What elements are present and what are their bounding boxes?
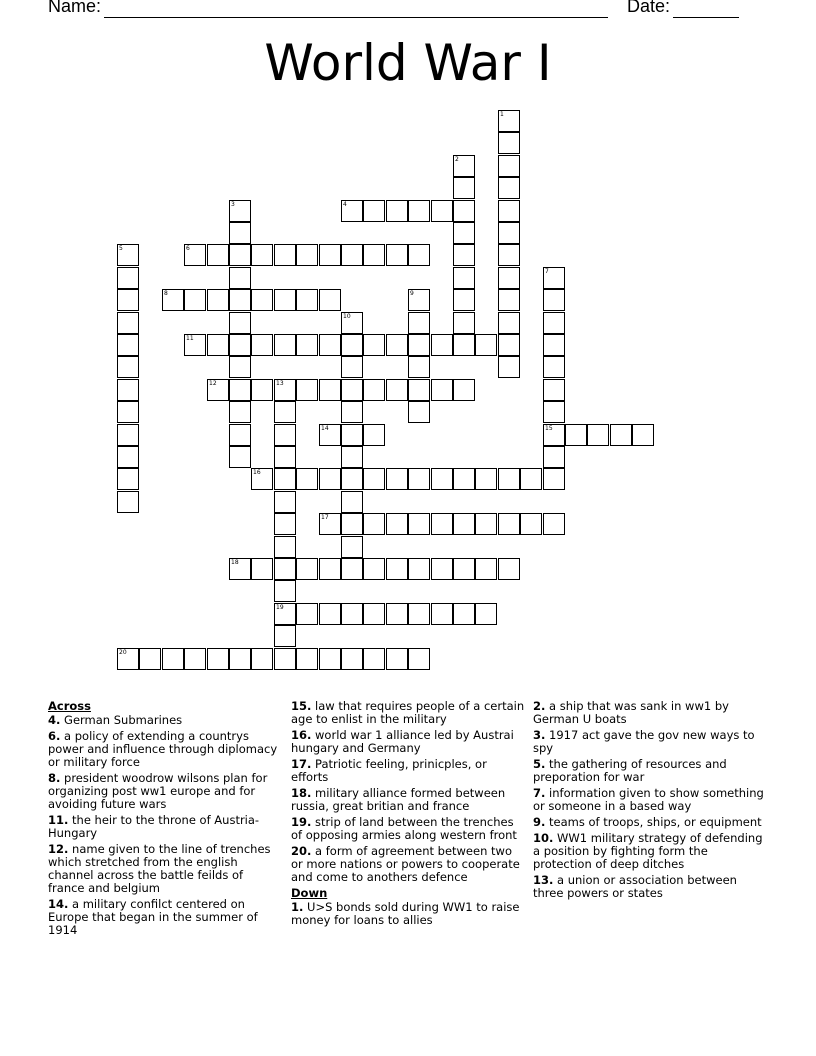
clues-column-2 — [291, 700, 525, 930]
clue-item-number: 4. — [48, 713, 61, 727]
page-title: World War I — [264, 34, 552, 92]
grid-cell[interactable] — [408, 312, 430, 334]
grid-cell[interactable] — [117, 289, 139, 311]
grid-cell[interactable] — [117, 401, 139, 423]
grid-cell[interactable] — [117, 244, 139, 266]
grid-cell[interactable] — [498, 468, 520, 490]
grid-cell[interactable] — [229, 424, 251, 446]
grid-cell[interactable] — [207, 648, 229, 670]
grid-cell[interactable] — [408, 513, 430, 535]
grid-cell[interactable] — [408, 244, 430, 266]
clue-number: 2 — [455, 156, 459, 163]
grid-cell[interactable] — [543, 312, 565, 334]
grid-cell[interactable] — [274, 334, 296, 356]
grid-cell[interactable] — [453, 289, 475, 311]
grid-cell[interactable] — [274, 536, 296, 558]
clue-item-number: 12. — [48, 842, 69, 856]
grid-cell[interactable] — [296, 379, 318, 401]
clue-number: 19 — [276, 604, 284, 611]
grid-cell[interactable] — [229, 244, 251, 266]
grid-cell[interactable] — [229, 200, 251, 222]
grid-cell[interactable] — [408, 648, 430, 670]
clue-item — [533, 787, 767, 813]
clues-column-3 — [533, 700, 767, 903]
grid-cell[interactable] — [117, 334, 139, 356]
grid-cell[interactable] — [274, 558, 296, 580]
grid-cell[interactable] — [319, 244, 341, 266]
grid-cell[interactable] — [296, 603, 318, 625]
clue-number: 17 — [321, 514, 329, 521]
clue-item — [48, 714, 280, 727]
grid-cell[interactable] — [319, 334, 341, 356]
grid-cell[interactable] — [453, 513, 475, 535]
grid-cell[interactable] — [184, 244, 206, 266]
grid-cell[interactable] — [274, 580, 296, 602]
grid-cell[interactable] — [498, 110, 520, 132]
clue-item-text: a ship that was sank in ww1 by German U boats — [533, 699, 729, 726]
grid-cell[interactable] — [498, 244, 520, 266]
grid-cell[interactable] — [274, 446, 296, 468]
grid-cell[interactable] — [184, 648, 206, 670]
grid-cell[interactable] — [274, 513, 296, 535]
grid-cell[interactable] — [363, 334, 385, 356]
grid-cell[interactable] — [184, 289, 206, 311]
grid-cell[interactable] — [117, 648, 139, 670]
grid-cell[interactable] — [274, 603, 296, 625]
clue-item — [48, 898, 280, 937]
grid-cell[interactable] — [431, 513, 453, 535]
clue-number: 6 — [186, 245, 190, 252]
grid-cell[interactable] — [229, 401, 251, 423]
clue-item-number: 10. — [533, 831, 554, 845]
grid-cell[interactable] — [386, 244, 408, 266]
clue-item-text: information given to show something or someone in a based way — [533, 786, 764, 813]
grid-cell[interactable] — [251, 648, 273, 670]
clue-item-text: a union or association between three powers or states — [533, 873, 737, 900]
grid-cell[interactable] — [475, 603, 497, 625]
grid-cell[interactable] — [453, 222, 475, 244]
grid-cell[interactable] — [475, 334, 497, 356]
clue-item-text: the heir to the throne of Austria-Hungary — [48, 813, 260, 840]
grid-cell[interactable] — [363, 648, 385, 670]
clue-item-text: Patriotic feeling, prinicples, or efforts — [291, 757, 487, 784]
clue-item-number: 11. — [48, 813, 69, 827]
grid-cell[interactable] — [341, 491, 363, 513]
grid-cell[interactable] — [296, 289, 318, 311]
clue-item-number: 1. — [291, 900, 304, 914]
grid-cell[interactable] — [319, 424, 341, 446]
clue-item — [533, 874, 767, 900]
grid-cell[interactable] — [341, 424, 363, 446]
clue-item — [291, 901, 525, 927]
grid-cell[interactable] — [207, 244, 229, 266]
grid-cell[interactable] — [431, 379, 453, 401]
grid-cell[interactable] — [274, 379, 296, 401]
grid-cell[interactable] — [251, 244, 273, 266]
grid-cell[interactable] — [363, 558, 385, 580]
grid-cell[interactable] — [296, 558, 318, 580]
grid-cell[interactable] — [543, 401, 565, 423]
grid-cell[interactable] — [229, 267, 251, 289]
grid-cell[interactable] — [475, 468, 497, 490]
grid-cell[interactable] — [363, 424, 385, 446]
clue-item-text: German Submarines — [60, 713, 183, 727]
clue-item-number: 2. — [533, 699, 546, 713]
grid-cell[interactable] — [296, 648, 318, 670]
grid-cell[interactable] — [386, 334, 408, 356]
clue-number: 5 — [119, 245, 123, 252]
clue-item-number: 20. — [291, 844, 312, 858]
grid-cell[interactable] — [431, 558, 453, 580]
grid-cell[interactable] — [543, 468, 565, 490]
grid-cell[interactable] — [498, 356, 520, 378]
grid-cell[interactable] — [341, 312, 363, 334]
grid-cell[interactable] — [207, 379, 229, 401]
clue-item-number: 9. — [533, 815, 546, 829]
clue-item-text: 1917 act gave the gov new ways to spy — [533, 728, 755, 755]
grid-cell[interactable] — [431, 200, 453, 222]
grid-cell[interactable] — [341, 603, 363, 625]
grid-cell[interactable] — [341, 446, 363, 468]
clue-number: 16 — [253, 469, 261, 476]
clue-item — [48, 772, 280, 811]
grid-cell[interactable] — [319, 289, 341, 311]
clue-number: 14 — [321, 425, 329, 432]
clue-number: 3 — [231, 201, 235, 208]
grid-cell[interactable] — [117, 312, 139, 334]
grid-cell[interactable] — [319, 468, 341, 490]
grid-cell[interactable] — [453, 603, 475, 625]
grid-cell[interactable] — [453, 312, 475, 334]
grid-cell[interactable] — [319, 513, 341, 535]
clue-number: 12 — [209, 380, 217, 387]
grid-cell[interactable] — [274, 468, 296, 490]
clue-number: 13 — [276, 380, 284, 387]
clue-item-text: president woodrow wilsons plan for organizing post ww1 europe and for avoiding future wars — [48, 771, 268, 811]
clue-item — [533, 816, 767, 829]
clue-number: 11 — [186, 335, 194, 342]
grid-cell[interactable] — [341, 401, 363, 423]
grid-cell[interactable] — [363, 513, 385, 535]
grid-cell[interactable] — [453, 468, 475, 490]
grid-cell[interactable] — [341, 648, 363, 670]
clue-item — [291, 700, 525, 726]
clue-item — [291, 845, 525, 884]
grid-cell[interactable] — [498, 312, 520, 334]
grid-cell[interactable] — [453, 244, 475, 266]
grid-cell[interactable] — [632, 424, 654, 446]
grid-cell[interactable] — [543, 356, 565, 378]
grid-cell[interactable] — [543, 379, 565, 401]
grid-cell[interactable] — [475, 558, 497, 580]
grid-cell[interactable] — [319, 379, 341, 401]
clue-item-number: 19. — [291, 815, 312, 829]
grid-cell[interactable] — [543, 513, 565, 535]
grid-cell[interactable] — [453, 379, 475, 401]
grid-cell[interactable] — [453, 334, 475, 356]
grid-cell[interactable] — [296, 334, 318, 356]
clue-number: 20 — [119, 649, 127, 656]
grid-cell[interactable] — [408, 334, 430, 356]
grid-cell[interactable] — [229, 356, 251, 378]
across-heading: Across — [48, 699, 91, 713]
clue-number: 9 — [410, 290, 414, 297]
grid-cell[interactable] — [565, 424, 587, 446]
grid-cell[interactable] — [386, 648, 408, 670]
grid-cell[interactable] — [251, 379, 273, 401]
grid-cell[interactable] — [408, 603, 430, 625]
grid-cell[interactable] — [386, 513, 408, 535]
grid-cell[interactable] — [117, 267, 139, 289]
grid-cell[interactable] — [453, 177, 475, 199]
clue-item-text: a military confilct centered on Europe that began in the summer of 1914 — [48, 897, 258, 937]
clue-item-text: teams of troops, ships, or equipment — [545, 815, 762, 829]
clue-item-text: a policy of extending a countrys power and influence through diplomacy or military force — [48, 729, 278, 769]
grid-cell[interactable] — [341, 334, 363, 356]
across-clue-list — [48, 714, 280, 937]
grid-cell[interactable] — [341, 536, 363, 558]
grid-cell[interactable] — [587, 424, 609, 446]
grid-cell[interactable] — [207, 334, 229, 356]
grid-cell[interactable] — [386, 200, 408, 222]
grid-cell[interactable] — [117, 446, 139, 468]
clue-item-number: 3. — [533, 728, 546, 742]
clue-item — [291, 787, 525, 813]
clue-item-number: 17. — [291, 757, 312, 771]
clue-item-text: a form of agreement between two or more nations or powers to cooperate and come to anothers defence — [291, 844, 520, 884]
grid-cell[interactable] — [363, 468, 385, 490]
down-clue-list-continued — [533, 700, 767, 900]
clue-number: 7 — [545, 268, 549, 275]
grid-cell[interactable] — [251, 558, 273, 580]
clue-item — [291, 758, 525, 784]
grid-cell[interactable] — [229, 334, 251, 356]
grid-cell[interactable] — [408, 468, 430, 490]
clue-number: 15 — [545, 425, 553, 432]
clue-number: 4 — [343, 201, 347, 208]
grid-cell[interactable] — [274, 648, 296, 670]
grid-cell[interactable] — [520, 468, 542, 490]
grid-cell[interactable] — [498, 558, 520, 580]
clue-number: 10 — [343, 313, 351, 320]
grid-cell[interactable] — [408, 379, 430, 401]
clue-item — [533, 729, 767, 755]
grid-cell[interactable] — [251, 289, 273, 311]
clue-item-number: 16. — [291, 728, 312, 742]
grid-cell[interactable] — [341, 558, 363, 580]
clue-item-number: 18. — [291, 786, 312, 800]
grid-cell[interactable] — [408, 289, 430, 311]
grid-cell[interactable] — [543, 424, 565, 446]
grid-cell[interactable] — [274, 289, 296, 311]
grid-cell[interactable] — [274, 625, 296, 647]
grid-cell[interactable] — [363, 200, 385, 222]
grid-cell[interactable] — [475, 513, 497, 535]
name-label: Name: — [48, 0, 102, 16]
clue-item-text: the gathering of resources and preporation for war — [533, 757, 727, 784]
grid-cell[interactable] — [296, 244, 318, 266]
clues-column-1 — [48, 700, 280, 940]
grid-cell[interactable] — [251, 468, 273, 490]
grid-cell[interactable] — [408, 401, 430, 423]
grid-cell[interactable] — [498, 132, 520, 154]
grid-cell[interactable] — [319, 648, 341, 670]
grid-cell[interactable] — [341, 468, 363, 490]
grid-cell[interactable] — [274, 491, 296, 513]
grid-cell[interactable] — [498, 222, 520, 244]
grid-cell[interactable] — [229, 648, 251, 670]
clue-item — [533, 700, 767, 726]
grid-cell[interactable] — [341, 356, 363, 378]
clue-item — [291, 729, 525, 755]
grid-cell[interactable] — [453, 558, 475, 580]
clue-item-number: 5. — [533, 757, 546, 771]
clue-item — [48, 814, 280, 840]
grid-cell[interactable] — [408, 356, 430, 378]
clue-number: 8 — [164, 290, 168, 297]
grid-cell[interactable] — [431, 334, 453, 356]
grid-cell[interactable] — [498, 177, 520, 199]
grid-cell[interactable] — [543, 334, 565, 356]
grid-cell[interactable] — [431, 603, 453, 625]
grid-cell[interactable] — [363, 379, 385, 401]
clue-item-number: 8. — [48, 771, 61, 785]
grid-cell[interactable] — [139, 648, 161, 670]
clue-item-number: 7. — [533, 786, 546, 800]
grid-cell[interactable] — [610, 424, 632, 446]
grid-cell[interactable] — [341, 379, 363, 401]
clue-number: 18 — [231, 559, 239, 566]
grid-cell[interactable] — [117, 379, 139, 401]
clue-item — [533, 832, 767, 871]
clue-item-text: U>S bonds sold during WW1 to raise money for loans to allies — [291, 900, 520, 927]
grid-cell[interactable] — [520, 513, 542, 535]
grid-cell[interactable] — [386, 379, 408, 401]
grid-cell[interactable] — [543, 446, 565, 468]
grid-cell[interactable] — [229, 558, 251, 580]
clue-item-number: 15. — [291, 699, 312, 713]
grid-cell[interactable] — [117, 356, 139, 378]
grid-cell[interactable] — [229, 312, 251, 334]
grid-cell[interactable] — [341, 513, 363, 535]
grid-cell[interactable] — [207, 289, 229, 311]
grid-cell[interactable] — [229, 379, 251, 401]
grid-cell[interactable] — [498, 200, 520, 222]
clue-item-text: strip of land between the trenches of opposing armies along western front — [291, 815, 517, 842]
clue-item-text: world war 1 alliance led by Austrai hungary and Germany — [291, 728, 514, 755]
grid-cell[interactable] — [274, 244, 296, 266]
grid-cell[interactable] — [363, 244, 385, 266]
date-label: Date: — [627, 0, 671, 16]
clue-item-text: name given to the line of trenches which stretched from the english channel across the battle feilds of france and belgium — [48, 842, 271, 895]
grid-cell[interactable] — [431, 468, 453, 490]
grid-cell[interactable] — [319, 603, 341, 625]
down-clue-list — [291, 901, 525, 927]
clue-item-text: military alliance formed between russia, great britian and france — [291, 786, 506, 813]
grid-cell[interactable] — [117, 468, 139, 490]
grid-cell[interactable] — [498, 267, 520, 289]
grid-cell[interactable] — [543, 267, 565, 289]
grid-cell[interactable] — [251, 334, 273, 356]
grid-cell[interactable] — [363, 603, 385, 625]
grid-cell[interactable] — [162, 289, 184, 311]
grid-cell[interactable] — [453, 155, 475, 177]
grid-cell[interactable] — [386, 468, 408, 490]
clue-item-number: 13. — [533, 873, 554, 887]
down-heading: Down — [291, 886, 328, 900]
clue-item-text: law that requires people of a certain age to enlist in the military — [291, 699, 525, 726]
grid-cell[interactable] — [498, 289, 520, 311]
clue-item — [48, 843, 280, 895]
clue-item — [291, 816, 525, 842]
grid-cell[interactable] — [341, 200, 363, 222]
grid-cell[interactable] — [274, 424, 296, 446]
grid-cell[interactable] — [498, 334, 520, 356]
grid-cell[interactable] — [229, 289, 251, 311]
grid-cell[interactable] — [408, 200, 430, 222]
clue-item — [48, 730, 280, 769]
grid-cell[interactable] — [117, 491, 139, 513]
grid-cell[interactable] — [274, 401, 296, 423]
grid-cell[interactable] — [386, 603, 408, 625]
grid-cell[interactable] — [341, 244, 363, 266]
across-clue-list-continued — [291, 700, 525, 884]
grid-cell[interactable] — [319, 558, 341, 580]
grid-cell[interactable] — [408, 558, 430, 580]
grid-cell[interactable] — [184, 334, 206, 356]
clue-number: 1 — [500, 111, 504, 118]
grid-cell[interactable] — [386, 558, 408, 580]
grid-cell[interactable] — [117, 424, 139, 446]
clue-item-number: 14. — [48, 897, 69, 911]
grid-cell[interactable] — [498, 155, 520, 177]
clue-item — [533, 758, 767, 784]
grid-cell[interactable] — [453, 200, 475, 222]
grid-cell[interactable] — [229, 222, 251, 244]
grid-cell[interactable] — [162, 648, 184, 670]
grid-cell[interactable] — [498, 513, 520, 535]
clue-item-number: 6. — [48, 729, 61, 743]
grid-cell[interactable] — [453, 267, 475, 289]
grid-cell[interactable] — [543, 289, 565, 311]
clue-item-text: WW1 military strategy of defending a position by fighting form the protection of deep ditches — [533, 831, 763, 871]
grid-cell[interactable] — [229, 446, 251, 468]
grid-cell[interactable] — [296, 468, 318, 490]
